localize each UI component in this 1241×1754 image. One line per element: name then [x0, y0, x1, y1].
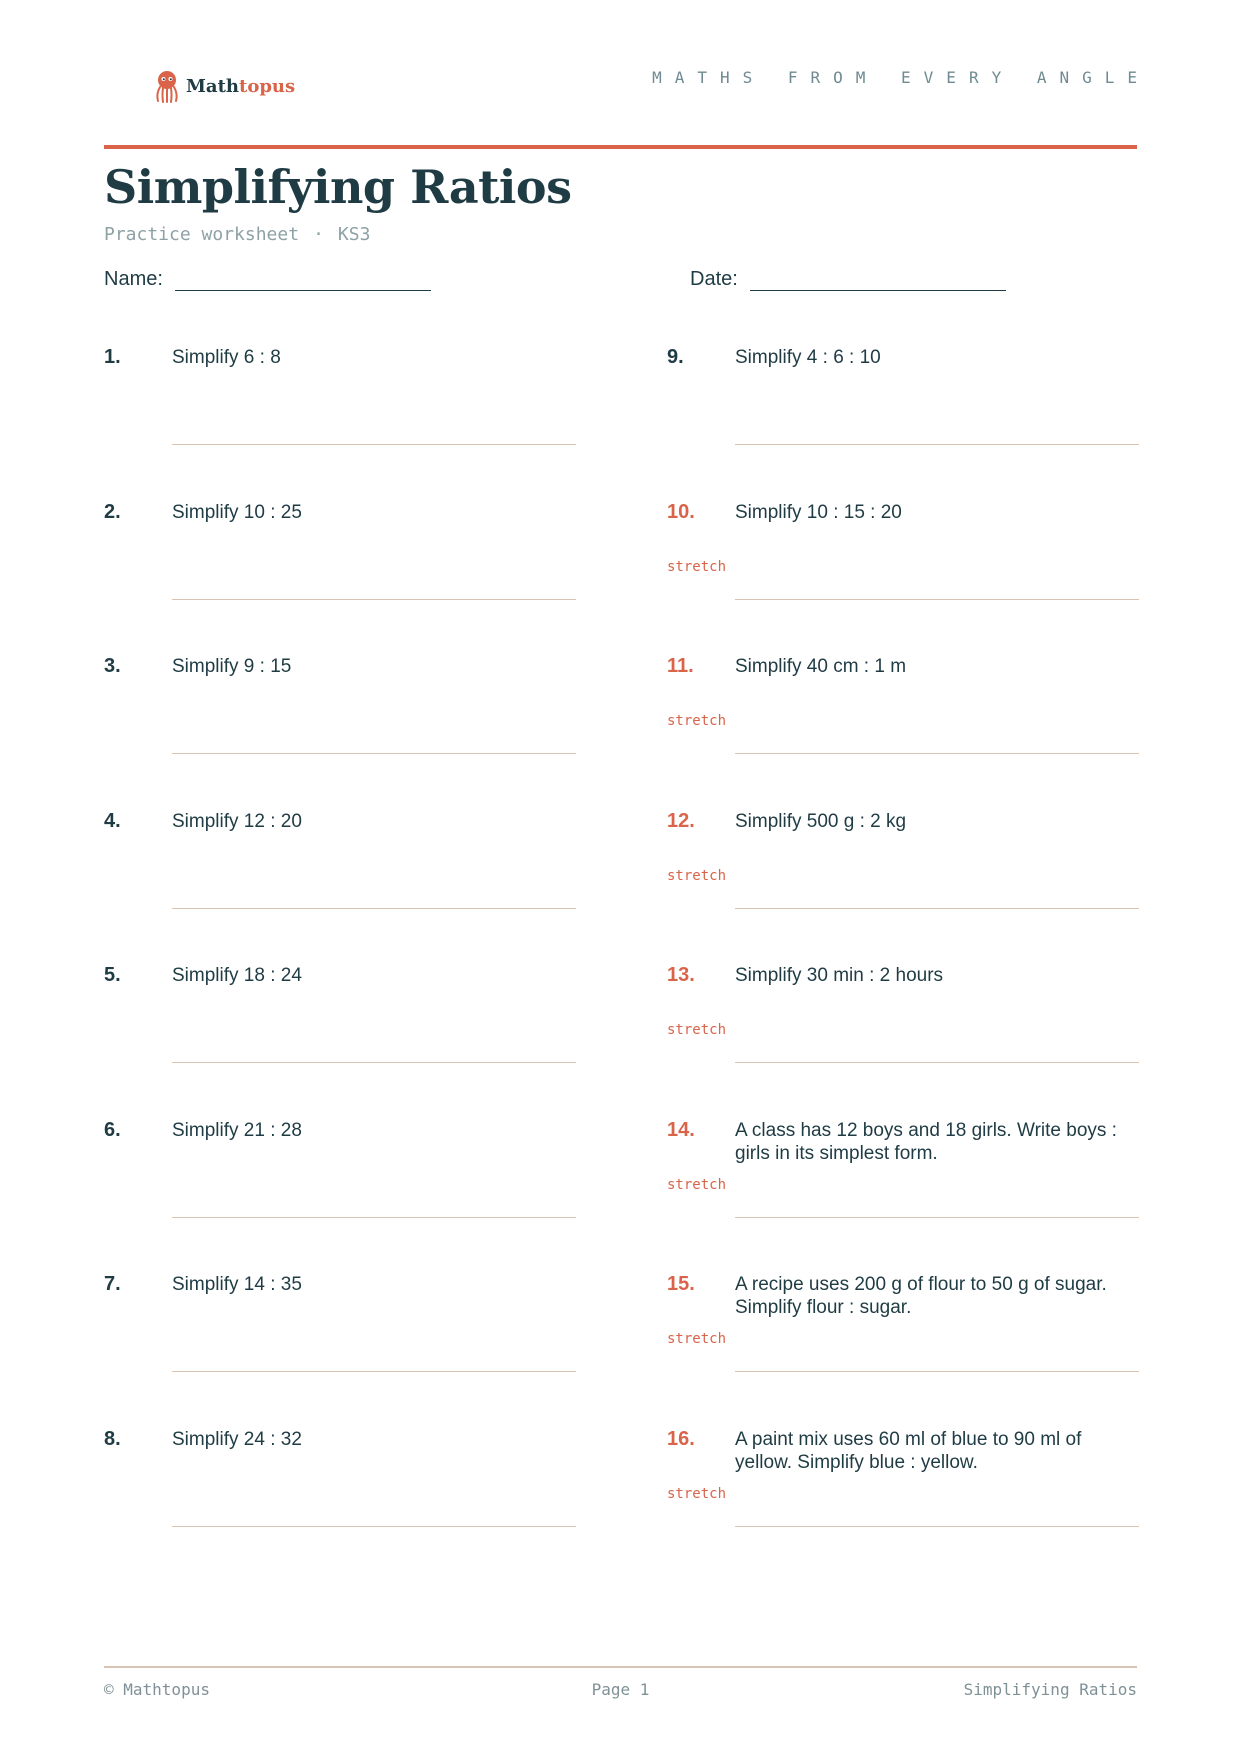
- question-text: Simplify 30 min : 2 hours: [735, 965, 944, 986]
- answer-line[interactable]: [172, 908, 576, 909]
- question-item: [104, 810, 624, 940]
- tagline: MATHS FROM EVERY ANGLE: [652, 68, 1150, 87]
- question-text: Simplify 9 : 15: [172, 656, 292, 677]
- question-text: A recipe uses 200 g of flour to 50 g of sugar. Simplify flour : sugar.: [735, 1274, 1107, 1318]
- question-number: 12.: [667, 810, 695, 832]
- question-number: 6.: [104, 1119, 121, 1141]
- stretch-tag: stretch: [667, 559, 727, 575]
- answer-line[interactable]: [735, 1217, 1139, 1218]
- date-blank-line[interactable]: [750, 272, 1006, 291]
- brand-name-part-math: Math: [186, 75, 239, 97]
- footer-divider: [104, 1666, 1137, 1668]
- stretch-tag: stretch: [667, 1022, 727, 1038]
- question-text: Simplify 6 : 8: [172, 347, 281, 368]
- name-label: Name:: [104, 268, 163, 290]
- header-divider: [104, 145, 1137, 149]
- question-number: 14.: [667, 1119, 695, 1141]
- question-number: 9.: [667, 346, 684, 368]
- question-number: 2.: [104, 501, 121, 523]
- question-item: [104, 501, 624, 631]
- question-text: Simplify 24 : 32: [172, 1429, 302, 1450]
- answer-line[interactable]: [172, 1062, 576, 1063]
- question-text: A paint mix uses 60 ml of blue to 90 ml of yellow. Simplify blue : yellow.: [735, 1429, 1082, 1473]
- question-text: A class has 12 boys and 18 girls. Write boys : girls in its simplest form.: [735, 1120, 1117, 1164]
- date-field[interactable]: [690, 268, 1006, 291]
- answer-line[interactable]: [172, 444, 576, 445]
- question-item: [104, 1119, 624, 1249]
- question-item: [667, 964, 1187, 1094]
- question-item: [667, 1273, 1187, 1403]
- question-item: [667, 1119, 1187, 1249]
- question-number: 1.: [104, 346, 121, 368]
- question-text: Simplify 12 : 20: [172, 811, 302, 832]
- octopus-icon: [152, 68, 182, 104]
- name-blank-line[interactable]: [175, 272, 431, 291]
- question-number: 10.: [667, 501, 695, 523]
- question-item: [667, 501, 1187, 631]
- question-text: Simplify 10 : 15 : 20: [735, 502, 902, 523]
- question-number: 5.: [104, 964, 121, 986]
- answer-line[interactable]: [172, 599, 576, 600]
- question-text: Simplify 500 g : 2 kg: [735, 811, 907, 832]
- answer-line[interactable]: [735, 444, 1139, 445]
- footer-copyright: © Mathtopus: [104, 1680, 210, 1699]
- question-number: 4.: [104, 810, 121, 832]
- subtitle-level: KS3: [337, 224, 371, 245]
- answer-line[interactable]: [172, 1526, 576, 1527]
- question-number: 13.: [667, 964, 695, 986]
- answer-line[interactable]: [735, 908, 1139, 909]
- brand-logo: [152, 68, 295, 104]
- question-item: [104, 346, 624, 476]
- stretch-tag: stretch: [667, 713, 727, 729]
- question-item: [104, 1428, 624, 1558]
- question-item: [104, 964, 624, 1094]
- brand-name: [186, 76, 295, 97]
- question-item: [667, 655, 1187, 785]
- answer-line[interactable]: [735, 753, 1139, 754]
- stretch-tag: stretch: [667, 868, 727, 884]
- question-number: 15.: [667, 1273, 695, 1295]
- question-text: Simplify 14 : 35: [172, 1274, 302, 1295]
- stretch-tag: stretch: [667, 1486, 727, 1502]
- stretch-tag: stretch: [667, 1331, 727, 1347]
- question-item: [667, 346, 1187, 476]
- question-text: Simplify 4 : 6 : 10: [735, 347, 881, 368]
- footer-doc-title: Simplifying Ratios: [963, 1680, 1137, 1699]
- stretch-tag: stretch: [667, 1177, 727, 1193]
- footer-page-number: Page 1: [591, 1680, 650, 1699]
- question-text: Simplify 21 : 28: [172, 1120, 302, 1141]
- question-number: 8.: [104, 1428, 121, 1450]
- question-number: 7.: [104, 1273, 121, 1295]
- question-item: [104, 655, 624, 785]
- subtitle-separator: ·: [313, 224, 324, 245]
- date-label: Date:: [690, 268, 738, 290]
- answer-line[interactable]: [172, 1217, 576, 1218]
- answer-line[interactable]: [172, 1371, 576, 1372]
- answer-line[interactable]: [735, 1371, 1139, 1372]
- question-number: 3.: [104, 655, 121, 677]
- subtitle-label: Practice worksheet: [104, 224, 300, 245]
- answer-line[interactable]: [172, 753, 576, 754]
- question-number: 11.: [667, 655, 694, 677]
- answer-line[interactable]: [735, 1526, 1139, 1527]
- question-text: Simplify 40 cm : 1 m: [735, 656, 907, 677]
- question-text: Simplify 18 : 24: [172, 965, 302, 986]
- question-item: [667, 1428, 1187, 1558]
- page-header: [104, 60, 1150, 100]
- subtitle: [104, 224, 370, 245]
- question-item: [104, 1273, 624, 1403]
- answer-line[interactable]: [735, 1062, 1139, 1063]
- answer-line[interactable]: [735, 599, 1139, 600]
- page-title: Simplifying Ratios: [104, 160, 572, 214]
- question-number: 16.: [667, 1428, 695, 1450]
- name-field[interactable]: [104, 268, 431, 291]
- brand-name-part-topus: topus: [239, 75, 296, 97]
- question-item: [667, 810, 1187, 940]
- question-text: Simplify 10 : 25: [172, 502, 302, 523]
